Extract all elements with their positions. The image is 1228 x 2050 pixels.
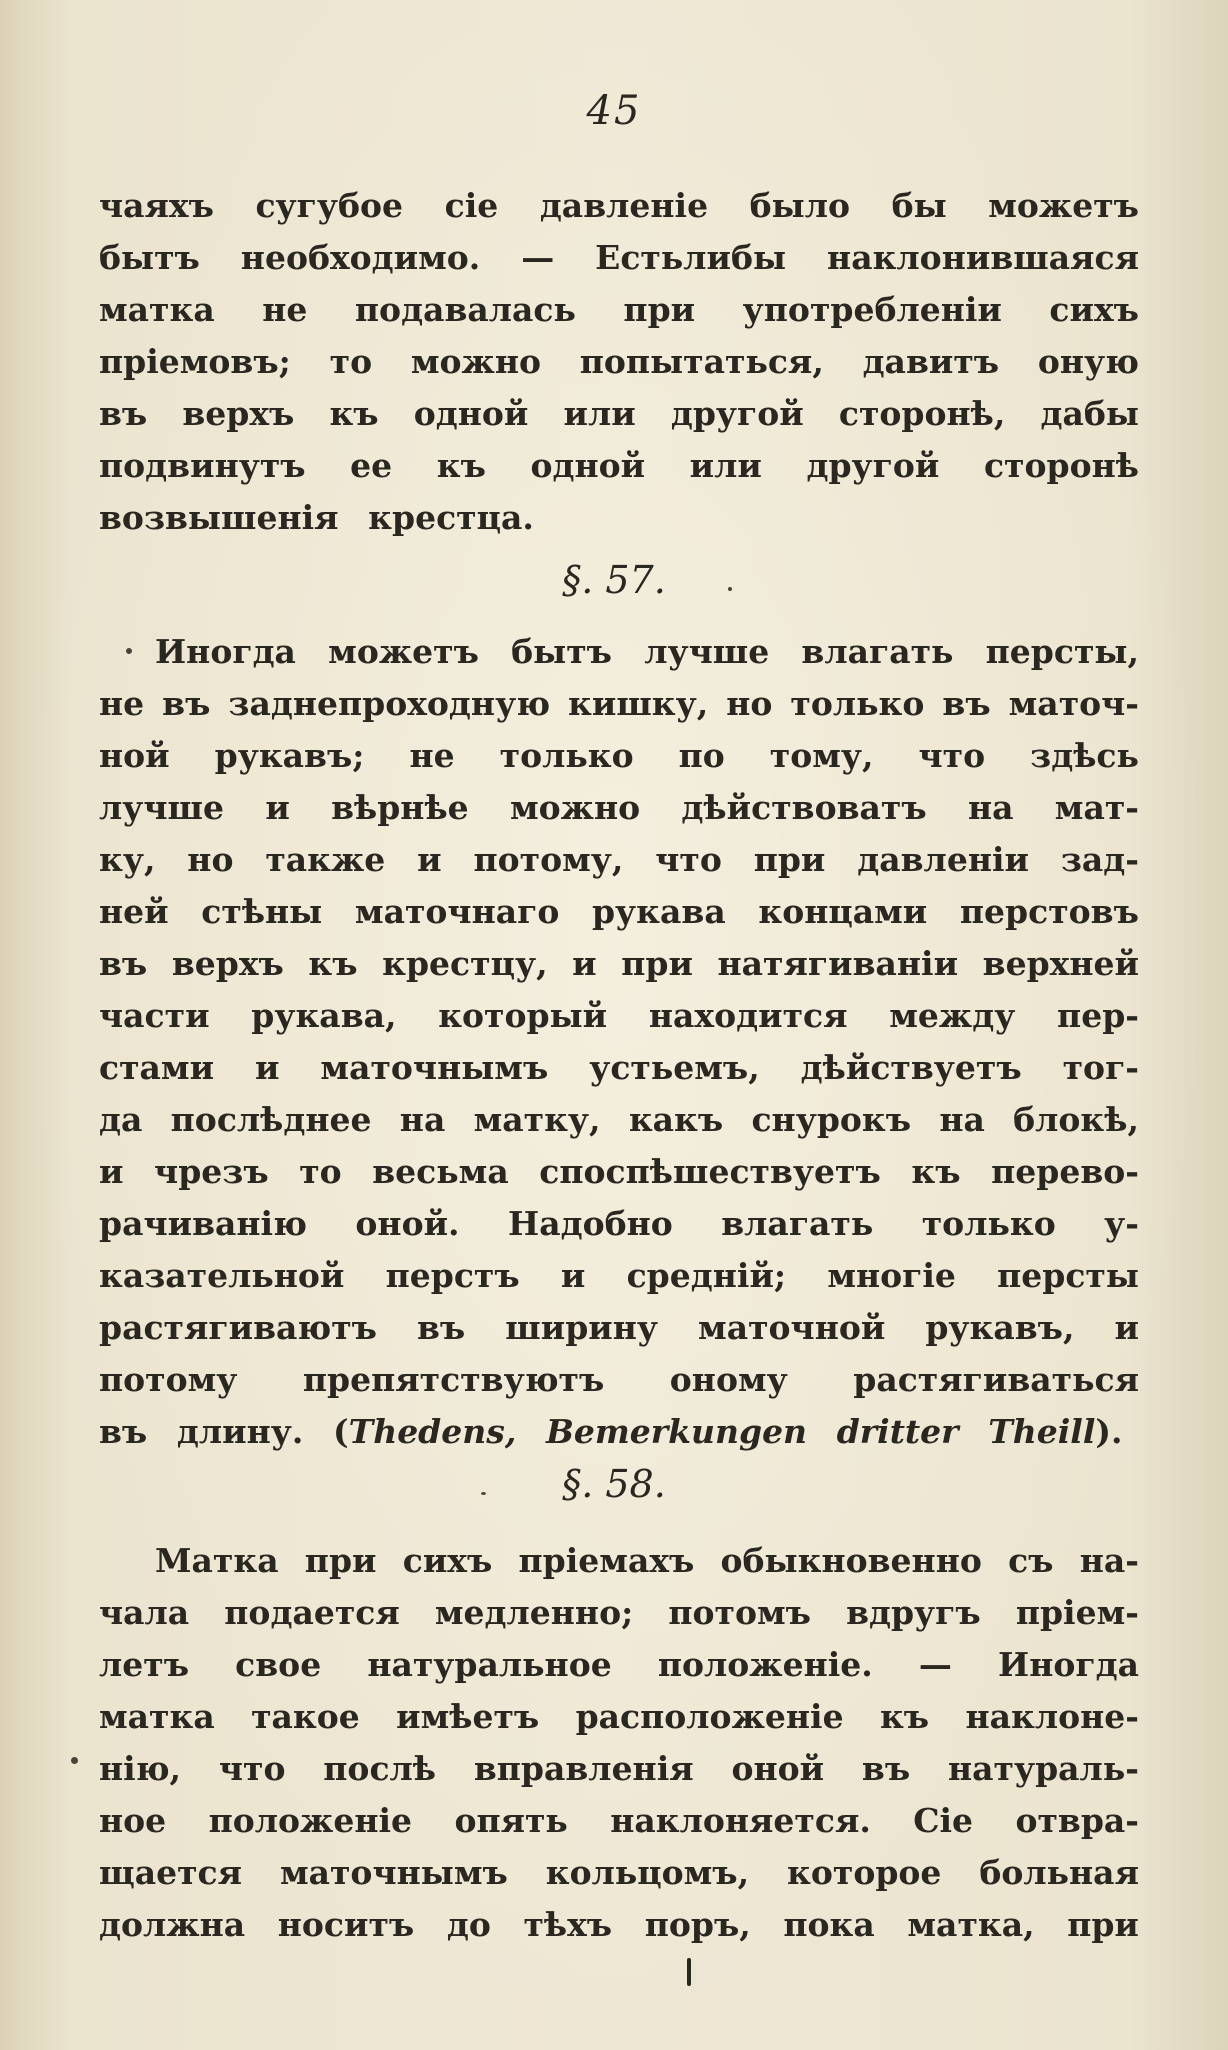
word: здѣсь (1030, 736, 1139, 775)
word: между (889, 996, 1016, 1035)
page-number: 45 (586, 88, 642, 134)
word: части (99, 996, 210, 1035)
word: потому (99, 1360, 238, 1399)
word: подается (224, 1593, 400, 1632)
word: къ (329, 394, 379, 433)
word: къ (308, 944, 358, 983)
word: не (262, 290, 308, 329)
word: необходимо. (240, 238, 481, 277)
word: бытъ (99, 238, 200, 277)
word: потомъ (668, 1593, 811, 1632)
text-line (99, 284, 1139, 336)
word: рачиванію (99, 1204, 307, 1243)
word: сторонѣ (983, 446, 1139, 485)
word: наклоняется. (610, 1801, 871, 1840)
word: подвинутъ (99, 446, 306, 485)
word: дѣйствуетъ (800, 1048, 1022, 1087)
text-line (99, 1691, 1139, 1743)
word: послѣ (323, 1749, 437, 1788)
word: влагать (721, 1204, 874, 1243)
word: такое (251, 1697, 360, 1736)
word: больная (979, 1853, 1139, 1892)
text-line (99, 1302, 1139, 1354)
word: можно (410, 342, 542, 381)
word: къ (436, 446, 486, 485)
text-line (99, 938, 1139, 990)
word: при (621, 944, 693, 983)
word: оной. (355, 1204, 460, 1243)
word: имѣетъ (396, 1697, 540, 1736)
word: на (939, 1100, 985, 1139)
text-segment: ). (1095, 1412, 1123, 1451)
text-line (99, 1795, 1139, 1847)
word: находится (648, 996, 848, 1035)
word: пока (783, 1905, 875, 1944)
word: лучше (644, 632, 770, 671)
text-line (99, 440, 1139, 492)
word: на (399, 1100, 446, 1139)
word: персты (997, 1256, 1139, 1295)
word: только (921, 1204, 1056, 1243)
word: бытъ (511, 632, 612, 671)
word: кольцомъ, (545, 1853, 750, 1892)
word: и (417, 840, 442, 879)
word: наклонившаяся (827, 238, 1139, 277)
paragraph-2 (99, 626, 1139, 1458)
word: казательной (99, 1256, 345, 1295)
word: ней (99, 892, 169, 931)
word: устьемъ, (589, 1048, 760, 1087)
word: только (790, 684, 925, 723)
word: что (218, 1749, 286, 1788)
word: мат- (1054, 788, 1139, 827)
text-line (99, 1250, 1139, 1302)
text-line (99, 990, 1139, 1042)
word: другой (806, 446, 940, 485)
word: другой (670, 394, 804, 433)
word: Надобно (508, 1204, 673, 1243)
word: маточнымъ (279, 1853, 508, 1892)
word: блокѣ, (1013, 1100, 1139, 1139)
word: сіе (444, 186, 499, 225)
word: да (99, 1100, 143, 1139)
word: съ (1008, 1541, 1054, 1580)
word: при (1067, 1905, 1139, 1944)
word: пріемовъ; (99, 342, 291, 381)
word: оную (1037, 342, 1139, 381)
word: на (967, 788, 1014, 827)
word: растягиваться (853, 1360, 1139, 1399)
word: свое (235, 1645, 322, 1684)
word: носитъ (277, 1905, 415, 1944)
word: ку, (99, 840, 156, 879)
word: также (265, 840, 386, 879)
word: матка (99, 290, 215, 329)
text-line (99, 834, 1139, 886)
word: давленіи (857, 840, 1029, 879)
word: средній; (626, 1256, 787, 1295)
word: у- (1104, 1204, 1139, 1243)
word: пріемахъ (518, 1541, 695, 1580)
section-heading-58: §. 58. (562, 1462, 666, 1506)
word: вдругъ (846, 1593, 981, 1632)
word: одной (530, 446, 646, 485)
word: употребленіи (742, 290, 1002, 329)
word: рукава (591, 892, 726, 931)
word: можетъ (328, 632, 479, 671)
word: ное (99, 1801, 167, 1840)
word: бы (891, 186, 947, 225)
word: перстъ (385, 1256, 520, 1295)
text-line (99, 1354, 1139, 1406)
text-line (99, 678, 1139, 730)
word: къ (911, 1152, 961, 1191)
word: то (329, 342, 373, 381)
word: кишку, (568, 684, 709, 723)
word: Сіе (913, 1801, 974, 1840)
text-line (99, 336, 1139, 388)
word: при (753, 840, 826, 879)
word: то (299, 1152, 342, 1191)
word: или (689, 446, 762, 485)
word: которое (787, 1853, 942, 1892)
word: въ (162, 684, 211, 723)
word: оной (731, 1749, 825, 1788)
word: оному (669, 1360, 788, 1399)
word: летъ (99, 1645, 190, 1684)
word: вправленія (473, 1749, 694, 1788)
word: влагать (801, 632, 954, 671)
word: и (99, 1152, 124, 1191)
word: но (187, 840, 234, 879)
word: сторонѣ, (838, 394, 1006, 433)
word: пріем- (1015, 1593, 1139, 1632)
text-line (99, 1042, 1139, 1094)
word: верхней (982, 944, 1139, 983)
word: не (99, 684, 145, 723)
text-line (99, 782, 1139, 834)
word: и (265, 788, 290, 827)
text-line (99, 1094, 1139, 1146)
text-line (99, 1146, 1139, 1198)
text-segment: въ длину. ( (99, 1412, 349, 1451)
paragraph-3 (99, 1535, 1139, 1951)
text-line (99, 388, 1139, 440)
word: растягиваютъ (99, 1308, 377, 1347)
word: потому, (473, 840, 624, 879)
word: не (409, 736, 455, 775)
word: концами (758, 892, 928, 931)
word: въ (861, 1749, 911, 1788)
word: стами (99, 1048, 215, 1087)
text-line (99, 1899, 1139, 1951)
word: весьма (372, 1152, 509, 1191)
word: или (563, 394, 636, 433)
word: и (572, 944, 597, 983)
word: можетъ (988, 186, 1139, 225)
word: что (655, 840, 722, 879)
word: споспѣшествуетъ (539, 1152, 881, 1191)
paragraph-1 (99, 180, 1139, 544)
word: натураль- (947, 1749, 1139, 1788)
word: чрезъ (154, 1152, 269, 1191)
word: должна (99, 1905, 246, 1944)
word: вѣрнѣе (331, 788, 469, 827)
citation-text: Thedens, Bemerkungen dritter Theill (348, 1412, 1096, 1451)
word: и (255, 1048, 280, 1087)
word: маточной (698, 1308, 886, 1347)
text-line: возвышенія крестца. (99, 498, 534, 537)
word: стѣны (201, 892, 323, 931)
word: дабы (1040, 394, 1139, 433)
word: положеніе. (657, 1645, 873, 1684)
word: рукавъ, (925, 1308, 1075, 1347)
word: при (304, 1541, 377, 1580)
word: въ (417, 1308, 466, 1347)
word: снурокъ (751, 1100, 912, 1139)
text-line (99, 1535, 1139, 1587)
word: перстовъ (959, 892, 1139, 931)
text-line (99, 232, 1139, 284)
word: верхъ (182, 394, 295, 433)
word: рукава, (251, 996, 397, 1035)
text-line (99, 626, 1139, 678)
word: обыкновенно (720, 1541, 982, 1580)
word: тог- (1062, 1048, 1139, 1087)
word: въ (942, 684, 991, 723)
word: перево- (991, 1152, 1139, 1191)
ink-speck (728, 587, 732, 591)
word: чаяхъ (99, 186, 214, 225)
word: верхъ (171, 944, 284, 983)
word: пер- (1057, 996, 1139, 1035)
word: въ (99, 394, 148, 433)
word: но (726, 684, 773, 723)
word: ной (99, 736, 170, 775)
word: давленіе (539, 186, 709, 225)
word: матка (99, 1697, 215, 1736)
text-line (99, 1198, 1139, 1250)
word: — (918, 1645, 952, 1684)
word: сугубое (255, 186, 404, 225)
text-line (99, 1743, 1139, 1795)
word: расположеніе (575, 1697, 844, 1736)
word: опять (454, 1801, 568, 1840)
word: маточнымъ (320, 1048, 549, 1087)
word: Естьлибы (595, 238, 787, 277)
word: въ (99, 944, 148, 983)
word: при (623, 290, 696, 329)
word: медленно; (434, 1593, 634, 1632)
word: дѣйствоватъ (681, 788, 927, 827)
word: нію, (99, 1749, 182, 1788)
word: Матка (155, 1541, 279, 1580)
text-line (99, 1639, 1139, 1691)
text-line (99, 1847, 1139, 1899)
word: что (918, 736, 986, 775)
word: заднепроходную (228, 684, 551, 723)
word: можно (509, 788, 641, 827)
word: щается (99, 1853, 243, 1892)
text-line (99, 886, 1139, 938)
word: по (678, 736, 725, 775)
word: сихъ (1049, 290, 1139, 329)
word: сихъ (402, 1541, 493, 1580)
word: одной (413, 394, 529, 433)
word: матка, (907, 1905, 1035, 1944)
word: и (560, 1256, 586, 1295)
word: наклоне- (965, 1697, 1139, 1736)
text-line (99, 730, 1139, 782)
word: подавалась (354, 290, 576, 329)
word: тѣхъ (523, 1905, 613, 1944)
word: зад- (1060, 840, 1139, 879)
ink-speck (481, 1492, 486, 1495)
word: маточ- (1008, 684, 1139, 723)
word: Иногда (998, 1645, 1139, 1684)
citation-line (99, 1406, 1139, 1458)
word: лучше (99, 788, 225, 827)
word: Иногда (155, 632, 296, 671)
word: на- (1079, 1541, 1139, 1580)
word: матку, (473, 1100, 601, 1139)
word: отвра- (1015, 1801, 1139, 1840)
word: натуральное (367, 1645, 612, 1684)
word: тому, (769, 736, 874, 775)
word: — (521, 238, 555, 277)
word: чала (99, 1593, 190, 1632)
word: крестцу, (382, 944, 548, 983)
word: ширину (505, 1308, 659, 1347)
word: только (499, 736, 634, 775)
word: какъ (628, 1100, 724, 1139)
word: ее (350, 446, 393, 485)
word: попытаться, (579, 342, 824, 381)
ink-speck (126, 648, 132, 654)
word: препятствуютъ (302, 1360, 605, 1399)
section-heading-57: §. 57. (562, 558, 666, 602)
word: рукавъ; (214, 736, 365, 775)
word: натягиваніи (717, 944, 959, 983)
word: персты, (985, 632, 1139, 671)
ink-speck (71, 1757, 78, 1764)
word: и (1114, 1308, 1139, 1347)
word: давитъ (862, 342, 1000, 381)
text-line (99, 180, 1139, 232)
printer-mark (687, 1958, 691, 1986)
word: положеніе (208, 1801, 413, 1840)
word: до (446, 1905, 491, 1944)
word: маточнаго (354, 892, 560, 931)
text-line (99, 1587, 1139, 1639)
word: послѣднее (170, 1100, 372, 1139)
word: многіе (827, 1256, 956, 1295)
word: къ (879, 1697, 930, 1736)
word: поръ, (644, 1905, 751, 1944)
word: который (438, 996, 608, 1035)
word: было (749, 186, 851, 225)
